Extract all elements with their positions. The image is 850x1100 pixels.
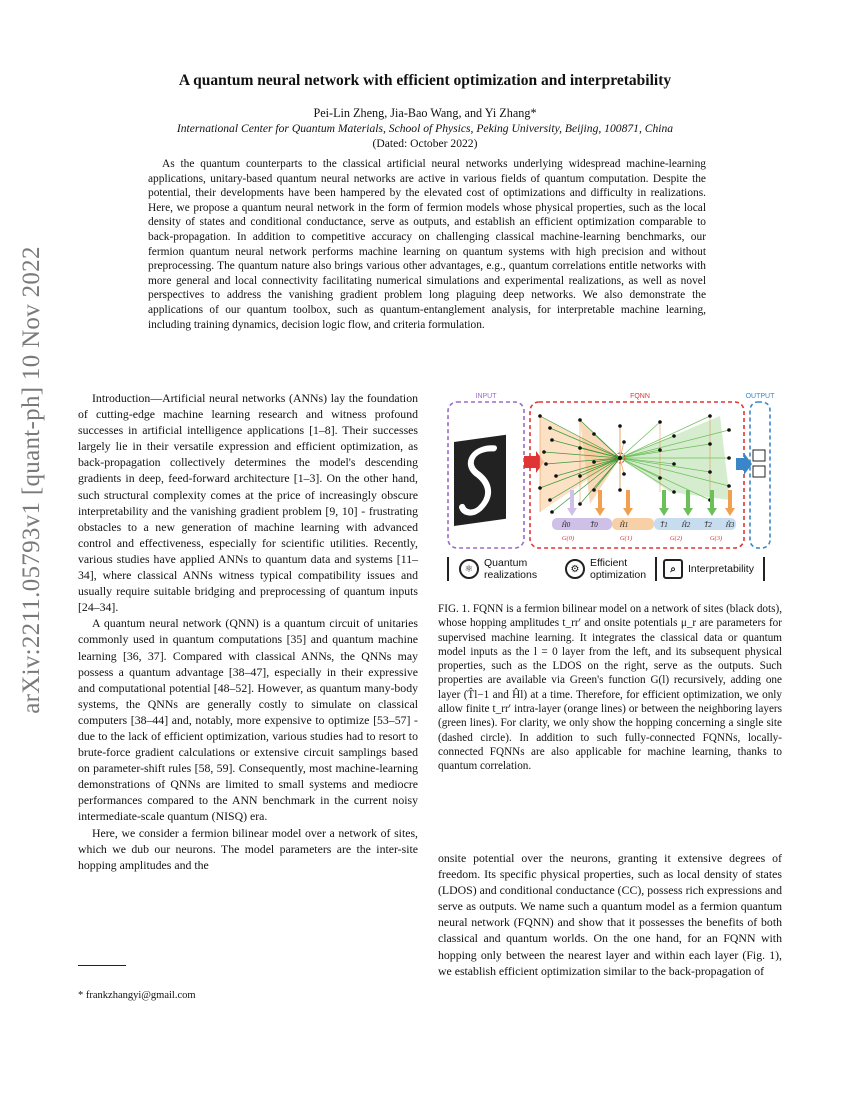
down-arrow-head: [683, 508, 693, 516]
site-node: [550, 438, 554, 442]
abstract: As the quantum counterparts to the classical artificial neural networks underlying widespread machine-learning applications, unitary-based quantum neural networks are active in various fields of quantum computation. Despite the potential, their developments have been hampered by the elevated cost of optimizations and difficulty in realizations. Here, we propose a quantum neural network in the form of fermion models whose physical properties, such as the local density of states and conditional conductance, serve as outputs, and establish an efficient optimization comparable to back-propagation. In addition to competitive accuracy on challenging classical machine-learning benchmarks, our fermion quantum neural network performs machine learning on quantum systems with high precision and without preprocessing. The quantum nature also brings various other advantages, e.g., quantum correlations entitle networks with more general and local connectivity facilitating numerical simulations and experimental realizations, as well as novel perspectives to address the vanishing gradient problem long plaguing deep networks. We also demonstrate the applications of our quantum toolbox, such as quantum-entanglement analysis, for interpretable machine learning, including training dynamics, decision logic flow, and criteria formulation.: [148, 158, 706, 331]
paragraph-introduction: Introduction—Artificial neural networks (ANNs) lay the foundation of cutting-edge machine learning research and witness profound successes in artificial intelligence applications [1–8]. Their successes largely lie in their versatile expression and efficient optimization, as back-propagation collectively determines the model's descending gradients in deep, feed-forward architecture [1–3]. On the other hand, such structural complexity comes at the price of increasingly obscure interpretability and the vanishing gradient problem [9, 10] - frustrating obstacles to a new generation of machine learning with advanced control and effectiveness, especially for scientific utilities. Recently, various studies have applied ANNs to quantum data and systems [11–34], where classical ANNs witness typical compatibility issues and usually require suitable bridging and preprocessing of quantum inputs [24–34].: [78, 391, 418, 615]
site-node: [578, 502, 582, 506]
site-node: [550, 510, 554, 514]
down-arrow-head: [707, 508, 717, 516]
atom-icon: ⚛: [459, 559, 479, 579]
hamiltonian-label: Ĥ0: [561, 521, 571, 529]
site-node: [708, 470, 712, 474]
legend-separator: [655, 557, 657, 581]
magnifier-icon: ⌕: [663, 559, 683, 579]
down-arrow-head: [567, 508, 577, 516]
site-node: [622, 440, 626, 444]
arxiv-sidebar: [4, 245, 60, 715]
down-arrow-shaft: [626, 490, 630, 508]
site-node: [658, 420, 662, 424]
figure-legend: [447, 553, 767, 585]
green-function-label: G(1): [619, 535, 633, 542]
hamiltonian-strip-orange: [612, 518, 654, 530]
legend-quantum-realizations: [459, 553, 544, 585]
down-arrow-head: [595, 508, 605, 516]
site-node: [592, 432, 596, 436]
hamiltonian-label: Ĥ3: [725, 521, 735, 529]
site-node: [578, 418, 582, 422]
down-arrow-shaft: [570, 490, 574, 508]
arxiv-identifier: arXiv:2211.05793v1 [quant-ph] 10 Nov 2022: [18, 246, 45, 714]
hamiltonian-label: T̂2: [704, 521, 712, 529]
hamiltonian-label: Ĥ2: [681, 521, 691, 529]
site-node: [578, 446, 582, 450]
affiliation: International Center for Quantum Materials, School of Physics, Peking University, Beijing, 100871, China: [176, 122, 674, 135]
output-icon-2: [753, 466, 765, 477]
output-label: OUTPUT: [745, 393, 775, 400]
down-arrow-head: [623, 508, 633, 516]
site-node: [554, 474, 558, 478]
hamiltonian-label: T̂0: [590, 521, 598, 529]
hopping-line: [620, 442, 624, 458]
site-node: [727, 484, 731, 488]
legend-separator: [763, 557, 765, 581]
down-arrow-shaft: [598, 490, 602, 508]
site-node: [538, 486, 542, 490]
fqnn-label: FQNN: [630, 393, 650, 400]
site-node: [658, 476, 662, 480]
site-node: [672, 434, 676, 438]
site-node: [592, 488, 596, 492]
site-node: [544, 462, 548, 466]
legend-efficient-optimization: [565, 553, 652, 585]
digit-image: [454, 435, 506, 526]
footnote-rule: [78, 965, 126, 966]
gear-icon: ⚙: [565, 559, 585, 579]
green-function-label: G(0): [561, 535, 575, 542]
output-icon-1: [753, 450, 765, 461]
site-node: [592, 460, 596, 464]
site-node: [548, 498, 552, 502]
site-node: [672, 490, 676, 494]
legend-label-2: Efficient optimization: [590, 557, 647, 581]
site-node: [542, 450, 546, 454]
site-node: [727, 456, 731, 460]
site-node: [538, 414, 542, 418]
down-arrow-shaft: [710, 490, 714, 508]
figure-1-caption: FIG. 1. FQNN is a fermion bilinear model on a network of sites (black dots), whose hopping amplitudes t_rr′ and onsite potentials μ_r are parameters for supervised machine learning. It integrates the classical data or quantum model inputs as the l = 0 layer from the left, and its subsequent physical properties, such as the LDOS on the right, serve as the outputs. Such properties are available via Green's function G(l) recursively, adding one layer (T̂l−1 and Ĥl) at a time. Therefore, for efficient optimization, we only allow finite t_rr′ intra-layer (orange lines) or between the neighboring layers (green lines). For clarity, we only show the hopping concerning a single site (dashed circle). In addition to such fully-connected FQNNs, locally-connected FQNNs are also applicable for machine learning, thanks to quantum correlation.: [438, 603, 782, 773]
legend-interpretability: [663, 553, 754, 585]
green-function-label: G(3): [709, 535, 723, 542]
paragraph-qnn: A quantum neural network (QNN) is a quantum circuit of unitaries commonly used in quantum computations [35] and quantum machine learning [36, 37]. Compared with classical ANNs, the QNNs may possess a quantum advantage [38–47], especially in their expressive and computational potential [48–52]. However, as quantum many-body systems, the QNNs are generally costly to simulate on classical computers [38–44] and, notably, more expensive to optimize [53–57] - due to the lack of efficient optimization, various studies had to resort to brute-force gradient calculations or extensive circuit samplings based on parameter-shift rules [58, 59]. Consequently, most machine-learning demonstrations of QNNs are limited to small systems and mediocre performances compared to the ANN benchmark in the current noisy intermediate-scale quantum (NISQ) era.: [78, 616, 418, 824]
paragraph-model: Here, we consider a fermion bilinear model over a network of sites, which we dub our neurons. The model parameters are the inter-site hopping amplitudes and the: [78, 825, 418, 872]
down-arrow-shaft: [728, 490, 732, 508]
paper-title: A quantum neural network with efficient optimization and interpretability: [178, 72, 672, 89]
site-node: [618, 456, 622, 460]
site-node: [548, 426, 552, 430]
site-node: [708, 414, 712, 418]
paragraph-right: onsite potential over the neurons, granting it extensive degrees of freedom. Its specific physical properties, such as local density of states (LDOS) and conditional conductance (CC), possess rich expressions and serve as outputs. We name such a quantum model as a fermion quantum neural network (FQNN) and show that it possesses the benefits of both classical and quantum worlds. On the one hand, for an FQNN with hopping only between the nearest layer and within each layer (Fig. 1), we establish efficient optimization similar to the back-propagation of: [438, 851, 782, 978]
body-left-column: [78, 390, 418, 873]
legend-separator: [447, 557, 449, 581]
down-arrow-head: [659, 508, 669, 516]
site-node: [618, 424, 622, 428]
author-list: Pei-Lin Zheng, Jia-Bao Wang, and Yi Zhang*: [313, 106, 537, 120]
down-arrow-head: [725, 508, 735, 516]
network-graph: [538, 414, 731, 514]
legend-label-3: Interpretability: [688, 563, 754, 575]
dated-line: (Dated: October 2022): [372, 137, 478, 150]
site-node: [727, 428, 731, 432]
hamiltonian-label: T̂1: [660, 521, 668, 529]
input-label: INPUT: [475, 393, 497, 400]
legend-label-1: Quantum realizations: [484, 557, 538, 581]
green-function-labels: [562, 535, 722, 542]
site-node: [578, 474, 582, 478]
site-node: [618, 488, 622, 492]
down-arrow-shaft: [662, 490, 666, 508]
footnote-email: * frankzhangyi@gmail.com: [78, 990, 196, 1001]
green-function-label: G(2): [669, 535, 683, 542]
body-right-column: [438, 850, 782, 979]
hamiltonian-label: Ĥ1: [619, 521, 629, 529]
down-arrow-shaft: [686, 490, 690, 508]
site-node: [622, 472, 626, 476]
site-node: [672, 462, 676, 466]
site-node: [658, 448, 662, 452]
site-node: [708, 442, 712, 446]
